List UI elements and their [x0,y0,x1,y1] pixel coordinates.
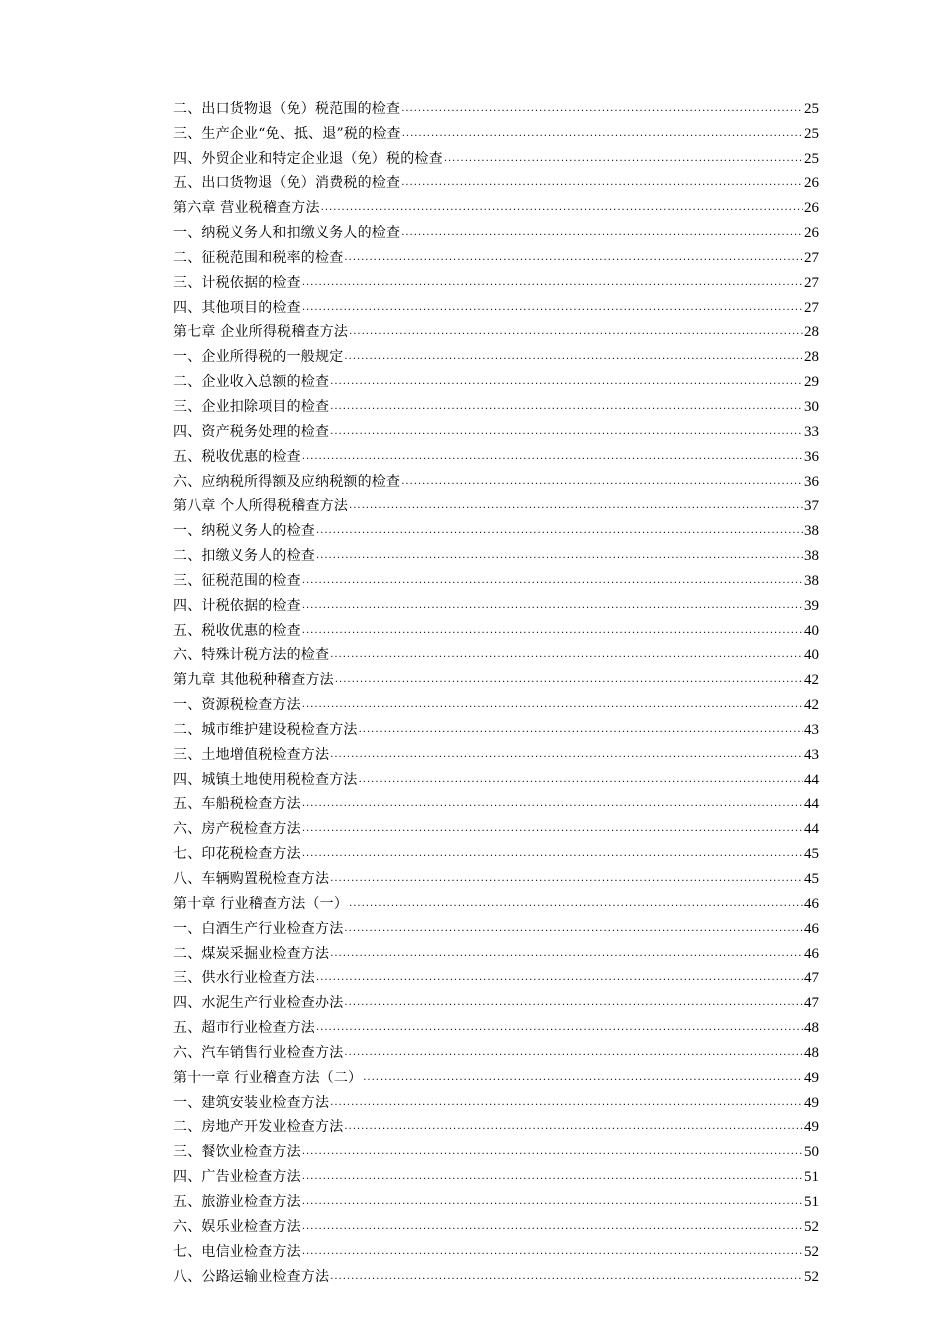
toc-entry-page-number: 45 [804,871,819,887]
toc-entry-title: 三、征税范围的检查 [173,572,301,589]
toc-entry-page-number: 51 [804,1169,819,1186]
toc-entry-title: 一、纳税义务人和扣缴义务人的检查 [173,225,401,242]
toc-entry-title: 四、城镇土地使用税检查方法 [173,771,358,788]
toc-entry[interactable] [173,739,819,764]
toc-entry[interactable] [173,689,819,714]
toc-entry-page-number: 27 [804,274,819,291]
toc-entry-title: 三、供水行业检查方法 [173,970,315,987]
toc-dot-leader [302,1145,803,1159]
toc-entry[interactable] [173,192,819,217]
toc-entry-title: 六、汽车销售行业检查方法 [173,1044,344,1061]
toc-dot-leader [302,301,803,315]
toc-dot-leader [344,996,803,1010]
toc-dot-leader [330,1270,803,1284]
toc-dot-leader [349,897,803,911]
toc-entry-page-number: 38 [804,572,819,589]
toc-entry[interactable] [173,391,819,416]
toc-dot-leader [302,1170,803,1184]
toc-dot-leader [359,723,803,737]
toc-entry[interactable] [173,1112,819,1137]
toc-entry-title: 二、城市维护建设税检查方法 [173,721,358,738]
toc-entry[interactable] [173,590,819,615]
toc-entry-title: 五、税收优惠的检查 [173,448,301,465]
toc-entry-page-number: 33 [804,423,819,440]
toc-entry-title: 六、房产税检查方法 [173,821,301,838]
toc-entry-title: 四、水泥生产行业检查办法 [173,995,344,1012]
toc-entry[interactable] [173,913,819,938]
toc-entry[interactable] [173,515,819,540]
toc-entry-page-number: 44 [804,821,819,838]
toc-dot-leader [402,127,803,141]
toc-entry[interactable] [173,217,819,242]
toc-entry[interactable] [173,118,819,143]
toc-entry[interactable] [173,938,819,963]
toc-entry-title: 第十章 行业稽查方法（一） [173,895,349,912]
toc-dot-leader [363,1071,803,1085]
toc-entry-page-number: 43 [804,721,819,738]
toc-entry-title: 一、资源税检查方法 [173,697,301,714]
toc-dot-leader [359,773,803,787]
toc-entry[interactable] [173,1062,819,1087]
toc-dot-leader [349,325,803,339]
toc-entry[interactable] [173,963,819,988]
toc-entry-title: 三、计税依据的检查 [173,274,301,291]
toc-entry[interactable] [173,1087,819,1112]
toc-entry[interactable] [173,416,819,441]
toc-entry[interactable] [173,1161,819,1186]
toc-entry-title: 三、企业扣除项目的检查 [173,398,330,415]
toc-dot-leader [302,822,803,836]
toc-entry-page-number: 44 [804,771,819,788]
toc-dot-leader [316,549,803,563]
toc-dot-leader [316,971,803,985]
toc-entry-page-number: 45 [804,846,819,863]
toc-entry[interactable] [173,1037,819,1062]
toc-entry[interactable] [173,789,819,814]
toc-entry[interactable] [173,664,819,689]
toc-entry[interactable] [173,863,819,888]
toc-entry-page-number: 38 [804,523,819,540]
toc-entry-title: 一、纳税义务人的检查 [173,523,315,540]
toc-entry-title: 第七章 企业所得税稽查方法 [173,324,349,341]
toc-dot-leader [302,1245,803,1259]
toc-entry-title: 二、出口货物退（免）税范围的检查 [173,100,401,117]
toc-dot-leader [302,574,803,588]
toc-entry[interactable] [173,640,819,665]
toc-entry-title: 二、扣缴义务人的检查 [173,548,315,565]
toc-entry[interactable] [173,242,819,267]
toc-entry[interactable] [173,1236,819,1261]
toc-entry[interactable] [173,540,819,565]
toc-entry[interactable] [173,813,819,838]
toc-dot-leader [401,475,803,489]
toc-dot-leader [302,698,803,712]
toc-entry-page-number: 40 [804,647,819,664]
toc-entry-page-number: 26 [804,200,819,217]
toc-dot-leader [401,102,803,116]
toc-entry-page-number: 52 [804,1243,819,1260]
toc-entry-page-number: 46 [804,945,819,962]
toc-dot-leader [302,1195,803,1209]
toc-dot-leader [344,1120,803,1134]
toc-entry-title: 五、旅游业检查方法 [173,1193,301,1210]
toc-entry[interactable] [173,1211,819,1236]
toc-entry-title: 五、出口货物退（免）消费税的检查 [173,175,401,192]
toc-entry[interactable] [173,1136,819,1161]
toc-dot-leader [330,872,803,886]
toc-entry-title: 七、印花税检查方法 [173,846,301,863]
toc-entry-page-number: 25 [804,150,819,167]
toc-entry-title: 五、税收优惠的检查 [173,622,301,639]
toc-entry[interactable] [173,491,819,516]
toc-entry[interactable] [173,168,819,193]
toc-entry-page-number: 49 [804,1119,819,1136]
toc-entry[interactable] [173,764,819,789]
toc-entry-page-number: 28 [804,349,819,366]
toc-entry-page-number: 47 [804,995,819,1012]
toc-dot-leader [344,251,803,265]
toc-dot-leader [335,673,803,687]
toc-entry-page-number: 50 [804,1144,819,1161]
toc-entry-page-number: 25 [804,125,819,142]
toc-dot-leader [401,226,803,240]
toc-entry-title: 六、娱乐业检查方法 [173,1218,301,1235]
toc-entry[interactable] [173,466,819,491]
toc-entry[interactable] [173,888,819,913]
toc-dot-leader [330,748,803,762]
toc-entry-page-number: 52 [804,1218,819,1235]
toc-entry[interactable] [173,838,819,863]
toc-entry[interactable] [173,1012,819,1037]
toc-entry-page-number: 27 [804,299,819,316]
toc-entry-page-number: 38 [804,548,819,565]
toc-dot-leader [302,1220,803,1234]
toc-entry-page-number: 51 [804,1193,819,1210]
toc-entry-title: 六、特殊计税方法的检查 [173,647,330,664]
toc-entry-page-number: 46 [804,895,819,912]
toc-entry[interactable] [173,317,819,342]
toc-entry-title: 六、应纳税所得额及应纳税额的检查 [173,473,401,490]
toc-entry-title: 八、车辆购置税检查方法 [173,871,330,887]
toc-entry-title: 第六章 营业税稽查方法 [173,200,320,217]
toc-dot-leader [330,425,803,439]
toc-dot-leader [316,524,803,538]
toc-entry[interactable] [173,143,819,168]
toc-entry-title: 二、煤炭采掘业检查方法 [173,945,330,962]
toc-dot-leader [302,450,803,464]
toc-entry-page-number: 37 [804,498,819,515]
toc-dot-leader [316,1021,803,1035]
toc-entry-page-number: 26 [804,175,819,192]
toc-entry[interactable] [173,987,819,1012]
toc-entry-title: 四、资产税务处理的检查 [173,423,330,440]
toc-entry-page-number: 49 [804,1069,819,1086]
toc-entry[interactable] [173,714,819,739]
toc-dot-leader [302,624,803,638]
toc-entry-page-number: 49 [804,1094,819,1111]
toc-entry-page-number: 52 [804,1268,819,1285]
toc-entry[interactable] [173,267,819,292]
toc-entry-title: 五、车船税检查方法 [173,796,301,813]
toc-dot-leader [401,176,803,190]
toc-entry-title: 三、生产企业“免、抵、退”税的检查 [173,125,401,142]
toc-entry-page-number: 42 [804,672,819,689]
toc-entry-page-number: 44 [804,796,819,813]
toc-dot-leader [302,847,803,861]
table-of-contents [173,93,819,1286]
toc-dot-leader [344,1046,803,1060]
toc-entry-page-number: 26 [804,225,819,242]
toc-entry-title: 三、土地增值税检查方法 [173,746,330,763]
toc-entry-page-number: 36 [804,473,819,490]
toc-entry-title: 第九章 其他税种稽查方法 [173,672,334,689]
toc-entry-title: 五、超市行业检查方法 [173,1020,315,1037]
toc-dot-leader [444,152,803,166]
toc-entry[interactable] [173,341,819,366]
toc-entry[interactable] [173,366,819,391]
toc-entry-page-number: 25 [804,100,819,117]
toc-entry-title: 二、征税范围和税率的检查 [173,249,344,266]
toc-entry-title: 一、企业所得税的一般规定 [173,349,344,366]
toc-entry-title: 第十一章 行业稽查方法（二） [173,1069,363,1086]
toc-entry[interactable] [173,1186,819,1211]
toc-entry[interactable] [173,1261,819,1286]
toc-dot-leader [330,648,803,662]
toc-dot-leader [344,350,803,364]
toc-entry-page-number: 29 [804,374,819,391]
toc-entry-page-number: 40 [804,622,819,639]
toc-entry[interactable] [173,93,819,118]
toc-dot-leader [302,276,803,290]
toc-entry-title: 四、外贸企业和特定企业退（免）税的检查 [173,150,443,167]
toc-dot-leader [321,201,803,215]
toc-entry-title: 二、企业收入总额的检查 [173,374,330,391]
toc-entry-page-number: 48 [804,1020,819,1037]
toc-entry-page-number: 28 [804,324,819,341]
toc-dot-leader [302,599,803,613]
toc-dot-leader [302,797,803,811]
toc-entry-page-number: 46 [804,920,819,937]
toc-entry-page-number: 27 [804,249,819,266]
toc-entry-title: 二、房地产开发业检查方法 [173,1119,344,1136]
toc-dot-leader [349,499,803,513]
toc-entry-title: 八、公路运输业检查方法 [173,1268,330,1285]
toc-entry[interactable] [173,615,819,640]
toc-entry-title: 一、白酒生产行业检查方法 [173,920,344,937]
toc-entry-title: 四、其他项目的检查 [173,299,301,316]
toc-entry-title: 三、餐饮业检查方法 [173,1144,301,1161]
toc-dot-leader [330,375,803,389]
toc-entry-title: 四、计税依据的检查 [173,597,301,614]
toc-entry-page-number: 39 [804,597,819,614]
toc-entry-page-number: 30 [804,398,819,415]
toc-entry-page-number: 47 [804,970,819,987]
toc-entry-title: 七、电信业检查方法 [173,1243,301,1260]
toc-dot-leader [330,400,803,414]
toc-entry-title: 第八章 个人所得税稽查方法 [173,498,349,515]
toc-entry[interactable] [173,441,819,466]
toc-entry-page-number: 36 [804,448,819,465]
toc-entry-page-number: 48 [804,1044,819,1061]
toc-dot-leader [330,1096,803,1110]
toc-entry[interactable] [173,292,819,317]
toc-dot-leader [344,922,803,936]
toc-entry-title: 一、建筑安装业检查方法 [173,1094,330,1111]
toc-entry-title: 四、广告业检查方法 [173,1169,301,1186]
toc-entry-page-number: 43 [804,746,819,763]
toc-entry-page-number: 42 [804,697,819,714]
toc-dot-leader [330,947,803,961]
toc-entry[interactable] [173,565,819,590]
